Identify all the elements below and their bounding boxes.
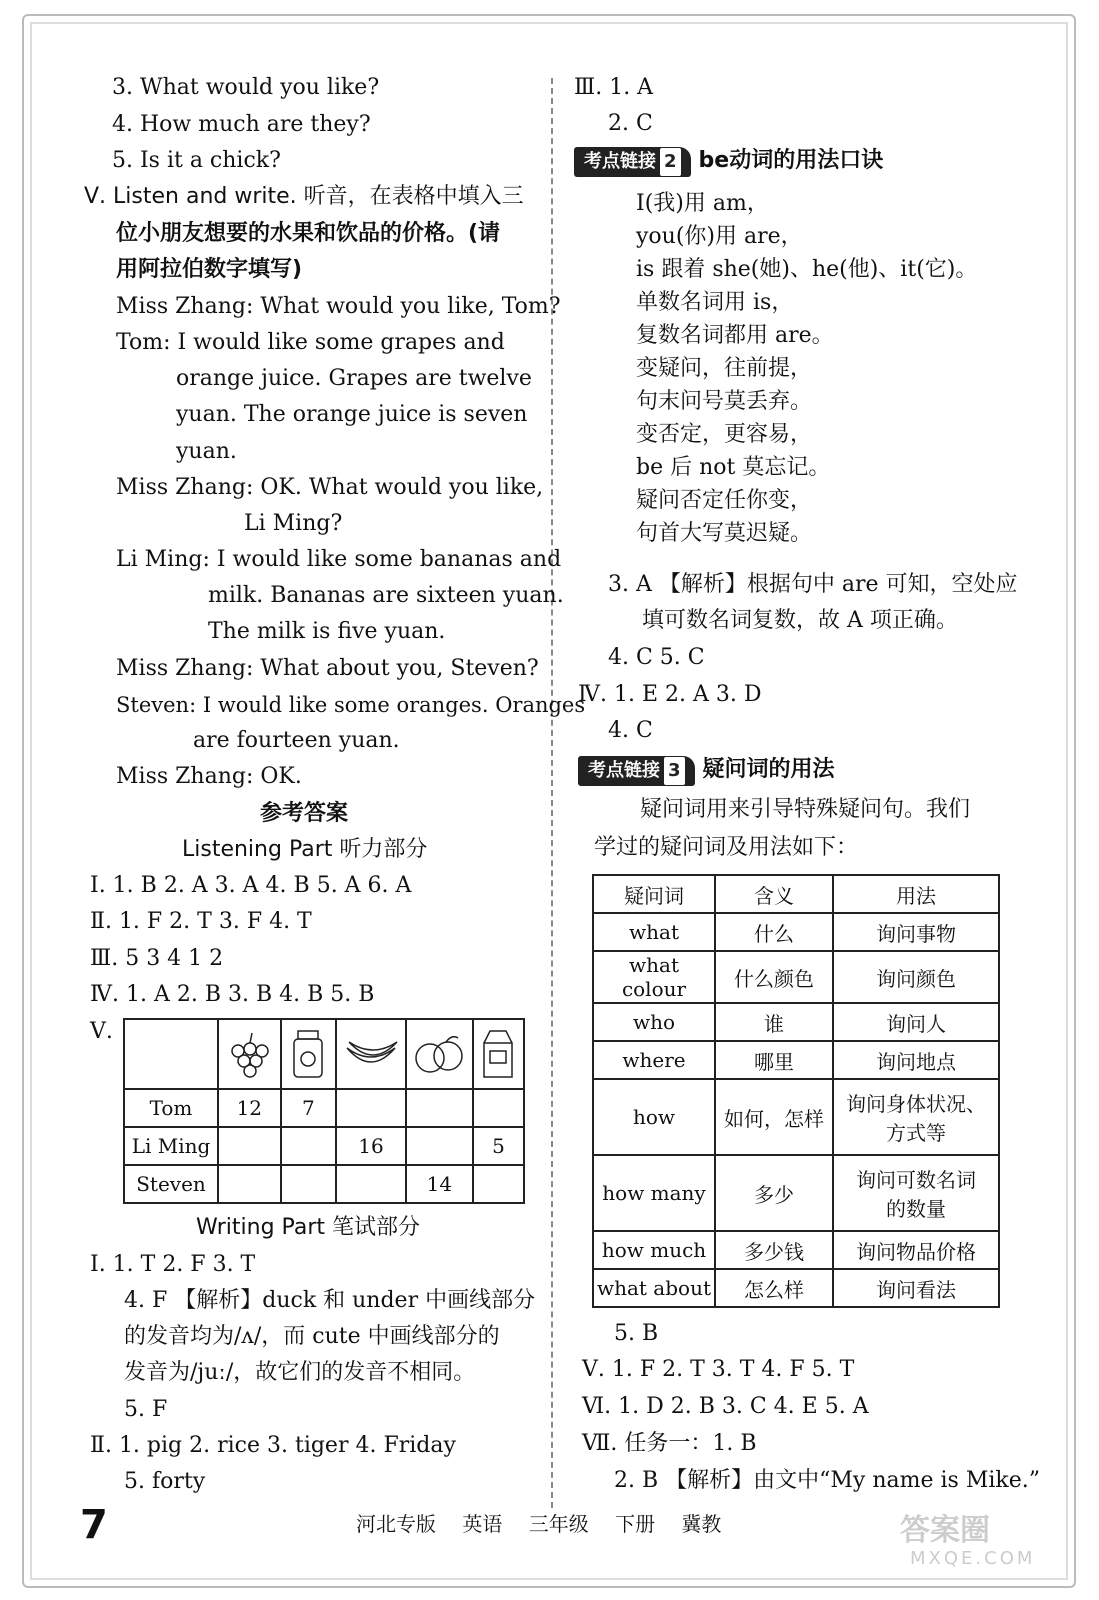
- price-cell: [218, 1165, 281, 1203]
- answer-explanation: 填可数名词复数，故 A 项正确。: [642, 608, 958, 633]
- dialog-line: Li Ming?: [244, 511, 343, 536]
- price-cell: 5: [473, 1127, 524, 1165]
- word-cell: how much: [593, 1231, 715, 1269]
- answer-vii: Ⅶ. 任务一：1. B: [582, 1431, 757, 1456]
- dialog-line: Miss Zhang: What about you, Steven?: [116, 656, 539, 681]
- usage-cell: 询问可数名词的数量: [833, 1155, 999, 1231]
- poem-line: be 后 not 莫忘记。: [636, 455, 831, 480]
- poem-line: 句末问号莫丢弃。: [636, 389, 813, 414]
- answer-iv-4: 4. C: [608, 718, 653, 743]
- dialog-line: Li Ming: I would like some bananas and: [116, 547, 562, 572]
- answer-line: 4. C 5. C: [608, 645, 705, 670]
- answer-explanation: 2. B 【解析】由文中“My name is Mike.”: [614, 1468, 1040, 1493]
- tag-question-words: [578, 756, 835, 786]
- table-corner-cell: [124, 1019, 218, 1089]
- tag-badge: 考点链接 2: [574, 147, 691, 177]
- listening-iv-answers: Ⅳ. 1. A 2. B 3. B 4. B 5. B: [90, 982, 375, 1007]
- word-cell: what about: [593, 1269, 715, 1307]
- dialog-line: milk. Bananas are sixteen yuan.: [208, 583, 564, 608]
- meaning-cell: 如何，怎样: [715, 1079, 833, 1155]
- poem-line: 复数名词都用 are。: [636, 323, 834, 348]
- question-4: 4. How much are they?: [112, 112, 371, 137]
- meaning-cell: 哪里: [715, 1041, 833, 1079]
- price-cell: [281, 1127, 337, 1165]
- listening-i-answers: Ⅰ. 1. B 2. A 3. A 4. B 5. A 6. A: [90, 873, 412, 898]
- writing-explanation: 的发音均为/ʌ/，而 cute 中画线部分的: [124, 1324, 500, 1349]
- row-name-tom: Tom: [124, 1089, 218, 1127]
- meaning-cell: 谁: [715, 1003, 833, 1041]
- watermark-url: MXQE.COM: [910, 1548, 1036, 1569]
- meaning-cell: 多少: [715, 1155, 833, 1231]
- answer-iii-1: Ⅲ. 1. A: [574, 75, 654, 100]
- price-cell: [218, 1127, 281, 1165]
- meaning-cell: 怎么样: [715, 1269, 833, 1307]
- writing-answer-5: 5. F: [124, 1397, 168, 1422]
- question-3: 3. What would you like?: [112, 75, 380, 100]
- dialog-line: Miss Zhang: OK.: [116, 764, 302, 789]
- juice-icon: [281, 1019, 337, 1089]
- intro-text: 疑问词用来引导特殊疑问句。我们: [640, 797, 971, 822]
- listening-title: Listening Part 听力部分: [182, 837, 428, 862]
- poem-line: 变否定，更容易，: [636, 422, 813, 447]
- dialog-line: Steven: I would like some oranges. Oranges: [116, 693, 586, 717]
- price-cell: 12: [218, 1089, 281, 1127]
- price-cell: 7: [281, 1089, 337, 1127]
- footer-text: 河北专版 英语 三年级 下册 冀教: [356, 1512, 722, 1536]
- price-cell: [406, 1127, 473, 1165]
- row-name-li-ming: Li Ming: [124, 1127, 218, 1165]
- word-cell: how: [593, 1079, 715, 1155]
- dialog-line: Tom: I would like some grapes and: [116, 330, 505, 355]
- question-5: 5. Is it a chick?: [112, 148, 281, 173]
- poem-line: I(我)用 am，: [636, 191, 769, 216]
- section-v-title-2: 位小朋友想要的水果和饮品的价格。(请: [116, 221, 501, 246]
- word-cell: who: [593, 1003, 715, 1041]
- listening-ii-answers: Ⅱ. 1. F 2. T 3. F 4. T: [90, 909, 312, 934]
- watermark: 答案圈: [900, 1513, 990, 1548]
- answer-iii-2: 2. C: [608, 111, 653, 136]
- meaning-cell: 多少钱: [715, 1231, 833, 1269]
- answer-line: 5. B: [614, 1321, 659, 1346]
- word-cell: what: [593, 913, 715, 951]
- usage-cell: 询问颜色: [833, 951, 999, 1003]
- header-cell: 疑问词: [593, 875, 715, 913]
- dialog-line: yuan. The orange juice is seven: [176, 402, 528, 427]
- poem-line: 句首大写莫迟疑。: [636, 521, 813, 546]
- answer-v: Ⅴ. 1. F 2. T 3. T 4. F 5. T: [582, 1357, 855, 1382]
- usage-cell: 询问身体状况、方式等: [833, 1079, 999, 1155]
- price-cell: 16: [336, 1127, 406, 1165]
- answer-vi: Ⅵ. 1. D 2. B 3. C 4. E 5. A: [582, 1394, 869, 1419]
- writing-title: Writing Part 笔试部分: [196, 1215, 420, 1240]
- answer-explanation: 3. A 【解析】根据句中 are 可知，空处应: [608, 572, 1018, 597]
- poem-line: 疑问否定任你变，: [636, 488, 813, 513]
- bananas-icon: [336, 1019, 406, 1089]
- writing-explanation: 4. F 【解析】duck 和 under 中画线部分: [124, 1288, 536, 1313]
- writing-i-answers: Ⅰ. 1. T 2. F 3. T: [90, 1252, 256, 1277]
- grapes-icon: [218, 1019, 281, 1089]
- milk-icon: [473, 1019, 524, 1089]
- price-table: [123, 1018, 525, 1204]
- usage-cell: 询问物品价格: [833, 1231, 999, 1269]
- oranges-icon: [406, 1019, 473, 1089]
- poem-line: 单数名词用 is，: [636, 290, 794, 315]
- writing-ii-answers: Ⅱ. 1. pig 2. rice 3. tiger 4. Friday: [90, 1433, 456, 1458]
- usage-cell: 询问地点: [833, 1041, 999, 1079]
- section-v-title-3: 用阿拉伯数字填写): [116, 257, 303, 282]
- section-v-title-1: Ⅴ. Listen and write. 听音，在表格中填入三: [84, 184, 524, 209]
- dialog-line: Miss Zhang: OK. What would you like,: [116, 475, 544, 500]
- price-cell: [336, 1165, 406, 1203]
- dialog-line: yuan.: [176, 439, 237, 464]
- dialog-line: The milk is five yuan.: [208, 619, 446, 644]
- poem-line: you(你)用 are，: [636, 224, 803, 249]
- listening-v-label: Ⅴ.: [90, 1019, 113, 1044]
- tag-title: 疑问词的用法: [702, 757, 835, 782]
- word-cell: what colour: [593, 951, 715, 1003]
- tag-be-verbs: [574, 147, 883, 177]
- usage-cell: 询问看法: [833, 1269, 999, 1307]
- poem-line: 变疑问，往前提，: [636, 356, 813, 381]
- row-name-steven: Steven: [124, 1165, 218, 1203]
- listening-iii-answers: Ⅲ. 5 3 4 1 2: [90, 946, 224, 971]
- poem-line: is 跟着 she(她)、he(他)、it(它)。: [636, 257, 978, 282]
- price-cell: [473, 1165, 524, 1203]
- price-cell: [473, 1089, 524, 1127]
- meaning-cell: 什么颜色: [715, 951, 833, 1003]
- meaning-cell: 什么: [715, 913, 833, 951]
- writing-ii-answer-5: 5. forty: [124, 1469, 206, 1494]
- price-cell: [281, 1165, 337, 1203]
- tag-badge: 考点链接 3: [578, 756, 695, 786]
- price-cell: [406, 1089, 473, 1127]
- tag-title: be动词的用法口诀: [698, 148, 884, 173]
- word-cell: where: [593, 1041, 715, 1079]
- dialog-line: are fourteen yuan.: [193, 728, 400, 753]
- header-cell: 用法: [833, 875, 999, 913]
- dialog-line: orange juice. Grapes are twelve: [176, 366, 532, 391]
- header-cell: 含义: [715, 875, 833, 913]
- word-cell: how many: [593, 1155, 715, 1231]
- page-number: 7: [80, 1502, 108, 1548]
- usage-cell: 询问人: [833, 1003, 999, 1041]
- writing-explanation: 发音为/juː/，故它们的发音不相同。: [124, 1360, 476, 1385]
- usage-cell: 询问事物: [833, 913, 999, 951]
- price-cell: [336, 1089, 406, 1127]
- answer-iv: Ⅳ. 1. E 2. A 3. D: [578, 682, 762, 707]
- question-words-table: [592, 874, 1000, 1308]
- price-cell: 14: [406, 1165, 473, 1203]
- intro-text: 学过的疑问词及用法如下：: [594, 835, 859, 860]
- answer-title: 参考答案: [260, 801, 349, 826]
- dialog-line: Miss Zhang: What would you like, Tom?: [116, 294, 561, 319]
